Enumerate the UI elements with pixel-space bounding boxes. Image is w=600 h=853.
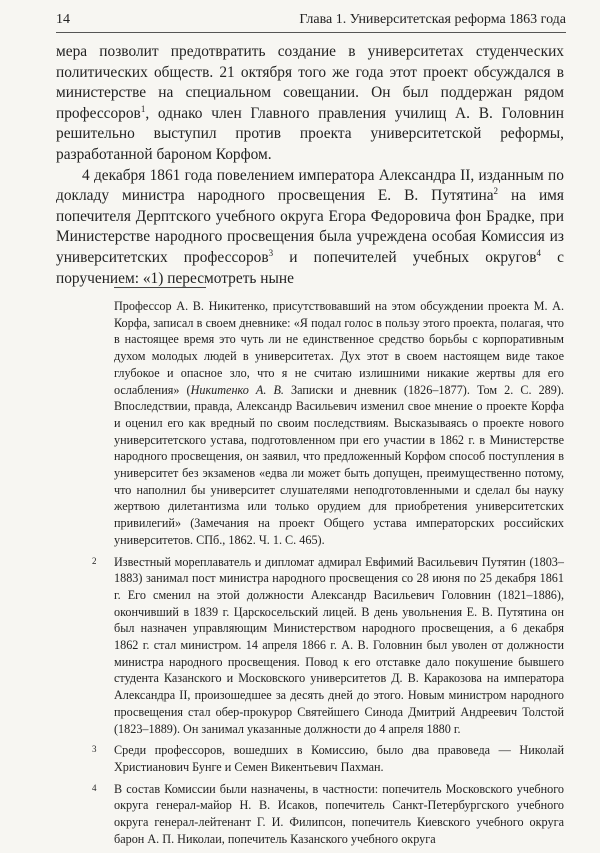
page-number: 14 [56,12,70,27]
running-header [56,8,566,33]
footnote-3: 3 Среди профессоров, вошедших в Комиссию, было два правоведа — Николай Христианович Бунге и Семен Викентьевич Пахман. [92,743,564,774]
footnote-mark: 2 [92,555,97,566]
footnote-ref-4: 4 [536,247,542,258]
footnote-ref-1: 1 [140,103,146,114]
footnotes [56,298,564,853]
paragraph-1: мера позволит предотвратить создание в университетах студенческих политических обществ. 21 октября того же года этот проект обсуждался в министерстве на специальном совещании. Он был поддержан рядом профессоров$^1$, однако член Главного правления училищ А. В. Головнин решительно выступил против проекта университетской реформы, разработанной бароном Корфом. [56,43,564,163]
footnote-1: Профессор А. В. Никитенко, присутствовавший на этом обсуждении проекта М. А. Корфа, записал в своем дневнике: «Я подал голос в пользу этого проекта, полагая, что в настоящее время это чуть ли не единственное средство борьбы с корпоративным духом молодых людей в университетах. Дух этот в своем настоящем виде такое глубокое и опасное зло, что я не считаю излишними никакие жертвы для его ослабления» (Никитенко А. В. Записки и дневник (1826–1877). Том 2. С. 289). Впоследствии, правда, Александр Васильевич изменил свое мнение о проекте Корфа и оценил его как вредный по своим последствиям. Высказываясь о проекте нового университетского устава, подготовленном при его участии в 1862 г. в Министерстве народного просвещения, он заявил, что предложенный Корфом способ поступления в университет без экзаменов «едва ли может быть допущен, преимущественно потому, что наполнил бы университет слушателями неподготовленными и сделал бы науку жертвою дилетантизма или только орудием для приобретения университетских привилегий» (Замечания на проект Общего устава императорских российских университетов. СПб., 1862. Ч. 1. С. 465). [114,299,564,547]
footnote-ref-3: 3 [268,247,274,258]
main-text [56,42,564,289]
footnote-2: 2 Известный мореплаватель и дипломат адмирал Евфимий Васильевич Путятин (1803–1883) занимал пост министра народного просвещения со 28 июня по 25 декабря 1861 г. Его сменил на этой должности Александр Васильевич Головнин (1821–1886), окончивший в 1839 г. Царскосельский лицей. В день увольнения Е. В. Путятина он был назначен управляющим Министерством народного просвещения, а 6 декабря 1862 г. стал министром. 14 апреля 1866 г. А. В. Головнин был уволен от должности министра народного просвещения. Повод к его отставке дало покушение бывшего студента Казанского и Московского университетов Д. В. Каракозова на императора Александра II, произошедшее за десять дней до этого. Новым министром народного просвещения стал обер-прокурор Святейшего Синода Дмитрий Андреевич Толстой (1823–1889). Он занимал указанные должности до 4 апреля 1880 г. [92,554,564,736]
paragraph-2: 4 декабря 1861 года повелением императора Александра II, изданным по докладу министра народного просвещения Е. В. Путятина$^2$ на имя попечителя Дерптского учебного округа Егора Федоровича фон Брадке, при Министерстве народного просвещения была учреждена особая Комиссия из университетских профессоров$^3$ и попечителей учебных округов$^4$ с поручением: «1) пересмотреть ныне [56,166,564,287]
footnote-divider [114,287,206,288]
footnote-mark: 3 [92,744,97,755]
chapter-title: Глава 1. Университетская реформа 1863 года [299,12,566,27]
footnote-4: 4 В состав Комиссии были назначены, в частности: попечитель Московского учебного округа генерал-майор Н. В. Исаков, попечитель Санкт-Петербургского учебного округа генерал-лейтенант Г. И. Филипсон, попечитель Киевского учебного округа барон А. П. Николаи, попечитель Казанского учебного округа [92,781,564,846]
footnote-ref-2: 2 [493,186,499,197]
footnote-mark: 4 [92,782,97,793]
